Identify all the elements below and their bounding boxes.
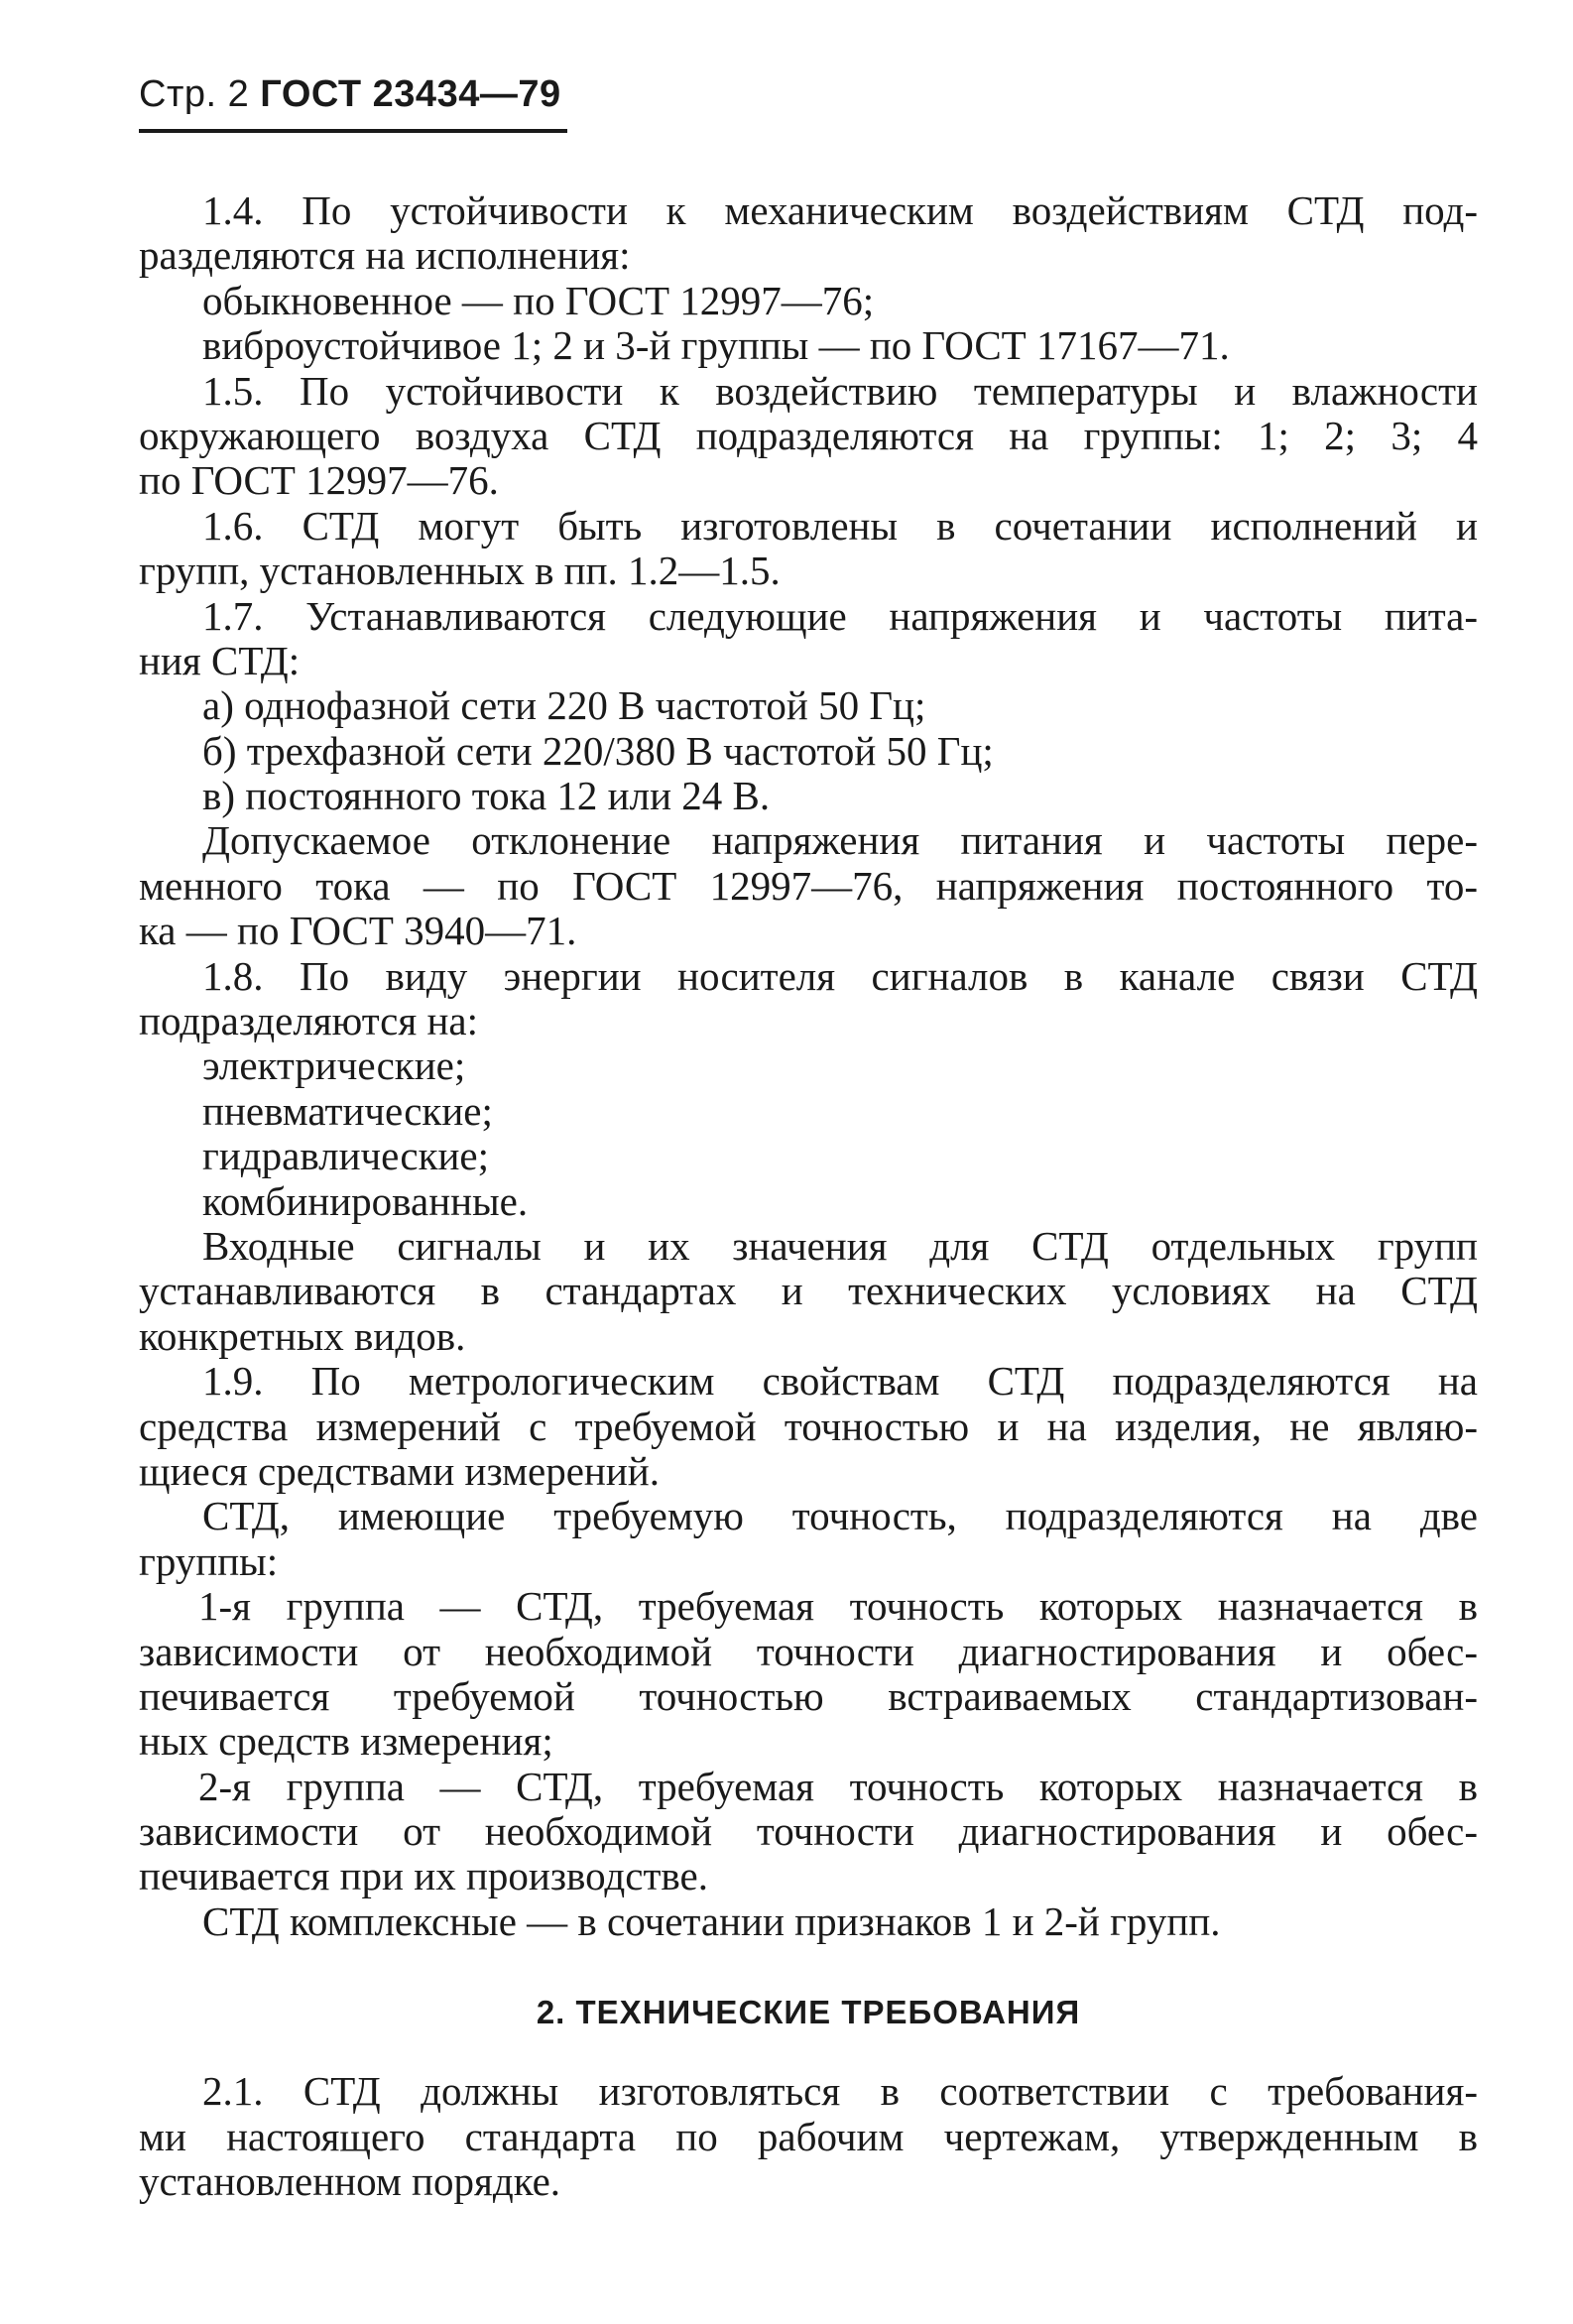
text-line: группы: xyxy=(139,1537,279,1584)
text-line: зависимости от необходимой точности диагностирования и обес- xyxy=(139,1628,1478,1674)
standard-designation: ГОСТ 23434—79 xyxy=(260,73,561,115)
text-line: щиеся средствами измерений. xyxy=(139,1447,660,1494)
text-line: а) однофазной сети 220 В частотой 50 Гц; xyxy=(202,682,926,729)
section-heading: 2. ТЕХНИЧЕСКИЕ ТРЕБОВАНИЯ xyxy=(536,1994,1081,2031)
text-line: разделяются на исполнения: xyxy=(139,232,631,279)
text-line: виброустойчивое 1; 2 и 3-й группы — по ГОСТ 17167—71. xyxy=(202,322,1230,369)
text-line: 2.1. СТД должны изготовляться в соответствии с требования- xyxy=(202,2068,1478,2115)
text-line: ми настоящего стандарта по рабочим чертежам, утвержденным в xyxy=(139,2113,1478,2159)
text-line: ния СТД: xyxy=(139,637,301,683)
text-line: 1.6. СТД могут быть изготовлены в сочетании исполнений и xyxy=(202,502,1478,549)
text-line: зависимости от необходимой точности диагностирования и обес- xyxy=(139,1808,1478,1855)
text-line: по ГОСТ 12997—76. xyxy=(139,457,499,504)
body-text xyxy=(139,188,1478,2204)
text-line: ка — по ГОСТ 3940—71. xyxy=(139,908,577,954)
text-line: подразделяются на: xyxy=(139,998,478,1044)
text-line: пневматические; xyxy=(202,1087,493,1134)
text-line: менного тока — по ГОСТ 12997—76, напряжения постоянного то- xyxy=(139,862,1478,909)
text-line: обыкновенное — по ГОСТ 12997—76; xyxy=(202,277,875,323)
text-line: б) трехфазной сети 220/380 В частотой 50 Гц; xyxy=(202,727,994,774)
text-line: 1.9. По метрологическим свойствам СТД подразделяются на xyxy=(202,1358,1478,1405)
text-line: групп, установленных в пп. 1.2—1.5. xyxy=(139,548,781,594)
page-number-label: Стр. 2 xyxy=(139,73,250,115)
text-line: 1-я группа — СТД, требуемая точность которых назначается в xyxy=(198,1583,1478,1630)
text-line: 2-я группа — СТД, требуемая точность которых назначается в xyxy=(198,1763,1478,1809)
text-line: средства измерений с требуемой точностью и на изделия, не являю- xyxy=(139,1403,1478,1449)
text-line: 1.8. По виду энергии носителя сигналов в канале связи СТД xyxy=(202,952,1478,999)
text-line: СТД, имеющие требуемую точность, подразделяются на две xyxy=(202,1493,1478,1539)
text-line: 1.5. По устойчивости к воздействию температуры и влажности xyxy=(202,367,1478,414)
text-line: конкретных видов. xyxy=(139,1312,466,1359)
text-line: комбинированные. xyxy=(202,1177,529,1224)
text-line: печивается при их производстве. xyxy=(139,1853,708,1899)
text-line: устанавливаются в стандартах и технических условиях на СТД xyxy=(139,1268,1478,1314)
text-line: электрические; xyxy=(202,1042,466,1089)
text-line: Входные сигналы и их значения для СТД отдельных групп xyxy=(202,1222,1478,1269)
text-line: 1.4. По устойчивости к механическим воздействиям СТД под- xyxy=(202,187,1478,233)
header-rule xyxy=(139,129,567,133)
text-line: в) постоянного тока 12 или 24 В. xyxy=(202,773,771,819)
text-line: печивается требуемой точностью встраиваемых стандартизован- xyxy=(139,1672,1478,1719)
running-head xyxy=(139,73,561,116)
text-line: СТД комплексные — в сочетании признаков 1 и 2-й групп. xyxy=(202,1897,1221,1944)
text-line: установленном порядке. xyxy=(139,2158,561,2205)
text-line: гидравлические; xyxy=(202,1133,490,1179)
section-spacer xyxy=(139,1944,1478,1988)
text-line: Допускаемое отклонение напряжения питания и частоты пере- xyxy=(202,817,1478,864)
text-line: окружающего воздуха СТД подразделяются на группы: 1; 2; 3; 4 xyxy=(139,412,1478,458)
text-line: ных средств измерения; xyxy=(139,1718,553,1765)
text-line: 1.7. Устанавливаются следующие напряжения и частоты пита- xyxy=(202,592,1478,639)
section-spacer xyxy=(139,2037,1478,2069)
